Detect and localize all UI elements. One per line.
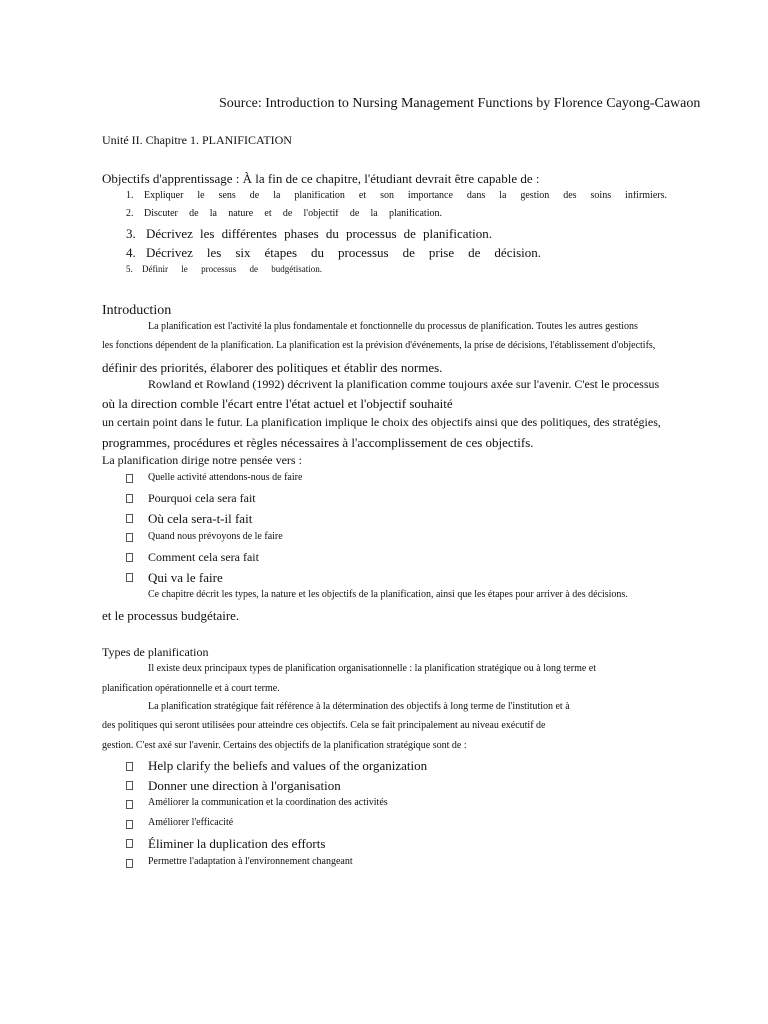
bullet-item: Qui va le faire (148, 570, 223, 585)
checkbox-bullet-icon (126, 573, 133, 582)
bullet-item: Éliminer la duplication des efforts (148, 836, 326, 851)
paragraph-line: La planification stratégique fait référence à la détermination des objectifs à long terme de l'institution et à (148, 701, 570, 712)
bullet-item: Permettre l'adaptation à l'environnement changeant (148, 856, 353, 867)
section-heading-introduction: Introduction (102, 303, 172, 318)
paragraph-line: La planification est l'activité la plus fondamentale et fonctionnelle du processus de planification. Toutes les autres gestions (148, 321, 638, 332)
paragraph-line: et le processus budgétaire. (102, 608, 240, 623)
checkbox-bullet-icon (126, 553, 133, 562)
bullet-item: Améliorer l'efficacité (148, 817, 234, 828)
objective-text: Décrivez les différentes phases du processus de planification. (146, 227, 492, 241)
objective-text: Discuter de la nature et de l'objectif de la planification. (144, 209, 442, 219)
paragraph-line: définir des priorités, élaborer des politiques et établir des normes. (102, 360, 443, 375)
bullet-item: Quand nous prévoyons de le faire (148, 531, 283, 542)
objective-item (126, 191, 667, 204)
paragraph-line: Rowland et Rowland (1992) décrivent la planification comme toujours axée sur l'avenir. C'est le processus (148, 377, 660, 391)
objective-text: Expliquer le sens de la planification et son importance dans la gestion des soins infirmiers. (144, 191, 667, 201)
bullet-item: Quelle activité attendons-nous de faire (148, 472, 303, 483)
checkbox-bullet-icon (126, 820, 133, 829)
checkbox-bullet-icon (126, 494, 133, 503)
objectives-title: Objectifs d'apprentissage : À la fin de ce chapitre, l'étudiant devrait être capable de : (102, 171, 540, 186)
chapter-title: Unité II. Chapitre 1. PLANIFICATION (102, 133, 292, 147)
bullet-item: Help clarify the beliefs and values of the organization (148, 758, 428, 773)
objective-number: 1. (126, 190, 134, 201)
paragraph-line: programmes, procédures et règles nécessaires à l'accomplissement de ces objectifs. (102, 435, 534, 450)
checkbox-bullet-icon (126, 781, 133, 790)
objective-item (126, 227, 492, 243)
checkbox-bullet-icon (126, 474, 133, 483)
checkbox-bullet-icon (126, 800, 133, 809)
paragraph-line: La planification dirige notre pensée vers : (102, 453, 302, 467)
objective-item (126, 209, 442, 222)
paragraph-line: Il existe deux principaux types de planification organisationnelle : la planification stratégique ou à long terme et (148, 663, 597, 674)
objective-number: 2. (126, 208, 134, 219)
paragraph-line: planification opérationnelle et à court terme. (102, 683, 280, 694)
bullet-item: Pourquoi cela sera fait (148, 491, 256, 505)
objective-number: 3. (126, 226, 136, 241)
paragraph-line: Ce chapitre décrit les types, la nature et les objectifs de la planification, ainsi que les étapes pour arriver à des décisions. (148, 589, 628, 600)
objective-item (126, 265, 322, 276)
bullet-item: Comment cela sera fait (148, 550, 259, 564)
objective-number: 4. (126, 245, 136, 260)
checkbox-bullet-icon (126, 839, 133, 848)
paragraph-line: où la direction comble l'écart entre l'état actuel et l'objectif souhaité (102, 396, 453, 411)
objective-item (126, 246, 541, 262)
objective-text: Décrivez les six étapes du processus de prise de décision. (146, 246, 541, 260)
objective-text: Définir le processus de budgétisation. (142, 265, 322, 274)
checkbox-bullet-icon (126, 533, 133, 542)
checkbox-bullet-icon (126, 859, 133, 868)
paragraph-line: les fonctions dépendent de la planification. La planification est la prévision d'événements, la prise de décisions, l'établissement d'objectifs, (102, 340, 656, 351)
bullet-item: Améliorer la communication et la coordination des activités (148, 797, 388, 808)
checkbox-bullet-icon (126, 762, 133, 771)
paragraph-line: un certain point dans le futur. La planification implique le choix des objectifs ainsi que des politiques, des stratégies, (102, 415, 661, 429)
bullet-item: Où cela sera-t-il fait (148, 511, 253, 526)
objective-number: 5. (126, 264, 133, 274)
source-line: Source: Introduction to Nursing Management Functions by Florence Cayong-Cawaon (219, 96, 701, 111)
paragraph-line: des politiques qui seront utilisées pour atteindre ces objectifs. Cela se fait principalement au niveau exécutif de (102, 720, 546, 731)
bullet-item: Donner une direction à l'organisation (148, 778, 341, 793)
checkbox-bullet-icon (126, 514, 133, 523)
section-heading-types: Types de planification (102, 645, 209, 659)
paragraph-line: gestion. C'est axé sur l'avenir. Certains des objectifs de la planification stratégique sont de : (102, 740, 467, 751)
